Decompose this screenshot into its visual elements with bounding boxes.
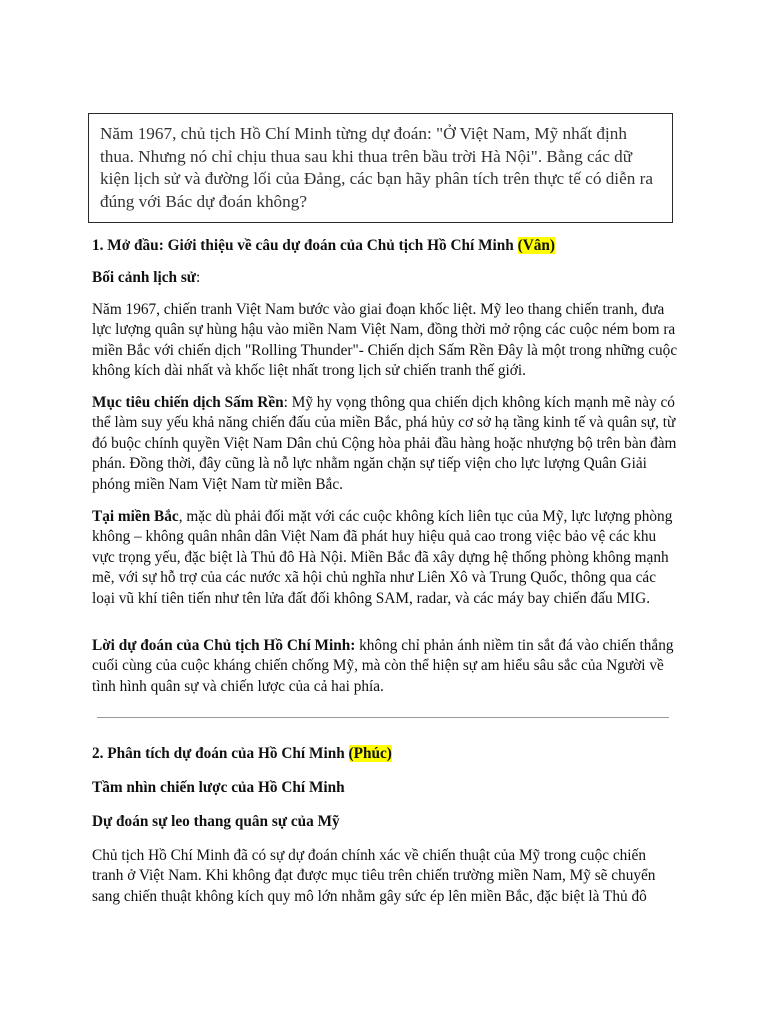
subheading-strategy-text: Tầm nhìn chiến lược của Hồ Chí Minh <box>92 779 345 796</box>
context-heading-text: Bối cảnh lịch sử <box>92 269 196 286</box>
north-label: Tại miền Bắc <box>92 508 179 525</box>
north-text: , mặc dù phải đối mặt với các cuộc không kích liên tục của Mỹ, lực lượng phòng không – không quân nhân dân Việt Nam đã phát huy hiệu quả cao trong việc bảo vệ các khu vực trọng yếu, đặc biệt là Thủ đô Hà Nội. Miền Bắc đã xây dựng hệ thống phòng không mạnh mẽ, với sự hỗ trợ của các nước xã hội chủ nghĩa như Liên Xô và Trung Quốc, thông qua các loại vũ khí tiên tiến như tên lửa đất đối không SAM, radar, và các máy bay chiến đấu MIG. <box>92 508 673 607</box>
context-text: Năm 1967, chiến tranh Việt Nam bước vào giai đoạn khốc liệt. Mỹ leo thang chiến tranh, đưa lực lượng quân sự hùng hậu vào miền Nam Việt Nam, đồng thời mở rộng các cuộc ném bom ra miền Bắc với chiến dịch "Rolling Thunder"- Chiến dịch Sấm Rền Đây là một trong những cuộc không kích dài nhất và khốc liệt nhất trong lịch sử chiến tranh thế giới. <box>92 301 678 380</box>
goal-paragraph <box>92 393 678 495</box>
section1-author: (Vân) <box>517 237 556 254</box>
section2-heading-text: 2. Phân tích dự đoán của Hồ Chí Minh <box>92 745 345 762</box>
section1-heading <box>92 236 678 256</box>
prediction-label: Lời dự đoán của Chủ tịch Hồ Chí Minh: <box>92 637 356 654</box>
context-heading <box>92 268 678 288</box>
goal-label: Mục tiêu chiến dịch Sấm Rền <box>92 394 284 411</box>
section1-heading-text: 1. Mở đầu: Giới thiệu về câu dự đoán của Chủ tịch Hồ Chí Minh <box>92 237 514 254</box>
question-box <box>88 113 673 223</box>
section2-subheading-escalation <box>92 812 678 832</box>
section2-paragraph-text: Chủ tịch Hồ Chí Minh đã có sự dự đoán chính xác về chiến thuật của Mỹ trong cuộc chiến tranh ở Việt Nam. Khi không đạt được mục tiêu trên chiến trường miền Nam, Mỹ sẽ chuyển sang chiến thuật không kích quy mô lớn nhằm gây sức ép lên miền Bắc, đặc biệt là Thủ đô <box>92 847 656 905</box>
horizontal-divider <box>97 717 669 718</box>
goal-text: : Mỹ hy vọng thông qua chiến dịch không kích mạnh mẽ này có thể làm suy yếu khả năng chiến đấu của miền Bắc, phá hủy cơ sở hạ tầng kinh tế và quân sự, từ đó buộc chính quyền Việt Nam Dân chủ Cộng hòa phải đầu hàng hoặc nhượng bộ trên bàn đàm phán. Đồng thời, đây cũng là nỗ lực nhằm ngăn chặn sự tiếp viện cho lực lượng Quân Giải phóng miền Nam Việt Nam từ miền Bắc. <box>92 394 677 493</box>
subheading-escalation-text: Dự đoán sự leo thang quân sự của Mỹ <box>92 813 340 830</box>
prediction-paragraph <box>92 636 678 697</box>
section2-subheading-strategy <box>92 778 678 798</box>
section2-author: (Phúc) <box>348 745 392 762</box>
section2-paragraph <box>92 846 678 907</box>
question-text: Năm 1967, chủ tịch Hồ Chí Minh từng dự đoán: "Ở Việt Nam, Mỹ nhất định thua. Nhưng nó chỉ chịu thua sau khi thua trên bầu trời Hà Nội". Bằng các dữ kiện lịch sử và đường lối của Đảng, các bạn hãy phân tích trên thực tế có diễn ra đúng với Bác dự đoán không? <box>100 124 653 211</box>
context-heading-colon: : <box>195 269 201 286</box>
section2-heading <box>92 744 678 764</box>
context-paragraph <box>92 300 678 382</box>
prediction-text: không chỉ phản ánh niềm tin sắt đá vào chiến thắng cuối cùng của cuộc kháng chiến chống Mỹ, mà còn thể hiện sự am hiểu sâu sắc của Người về tình hình quân sự và chiến lược của cả hai phía. <box>92 637 674 695</box>
north-paragraph <box>92 507 678 609</box>
